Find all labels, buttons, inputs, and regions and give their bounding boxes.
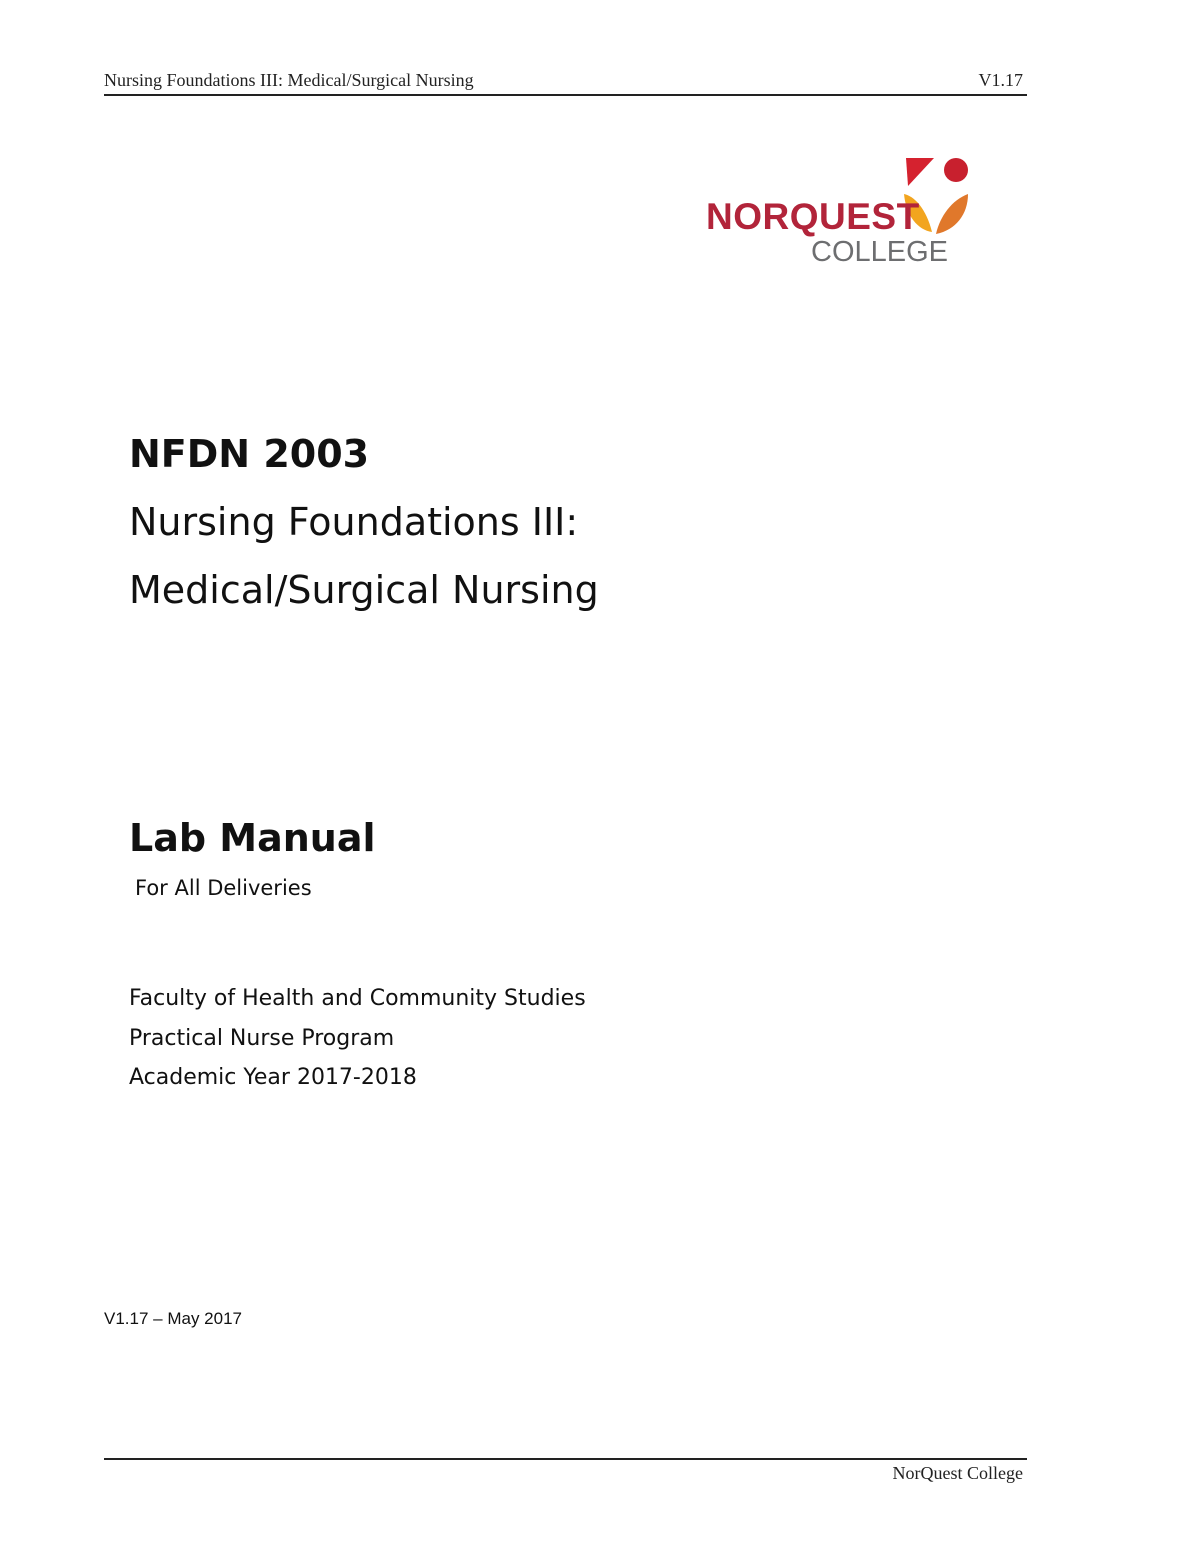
logo-text-norquest: NORQUEST [706,196,920,237]
manual-subtitle: For All Deliveries [135,876,312,900]
course-code: NFDN 2003 [129,432,370,476]
program-name: Practical Nurse Program [129,1026,395,1051]
logo-red-triangle [906,158,934,186]
page-header [104,68,1027,96]
logo-red-dot [944,158,968,182]
version-date: V1.17 – May 2017 [104,1309,242,1328]
logo-orange-leaf [936,194,968,234]
course-title-line1: Nursing Foundations III: [129,500,579,544]
footer-rule [104,1458,1027,1460]
footer-text: NorQuest College [892,1463,1023,1483]
academic-year: Academic Year 2017-2018 [129,1065,417,1090]
faculty-name: Faculty of Health and Community Studies [129,986,586,1011]
manual-title: Lab Manual [129,816,376,860]
header-version: V1.17 [978,70,1023,90]
logo-text-college: COLLEGE [811,236,948,268]
course-title-line2: Medical/Surgical Nursing [129,568,599,612]
norquest-logo [700,150,980,275]
header-title: Nursing Foundations III: Medical/Surgical Nursing [104,70,474,90]
